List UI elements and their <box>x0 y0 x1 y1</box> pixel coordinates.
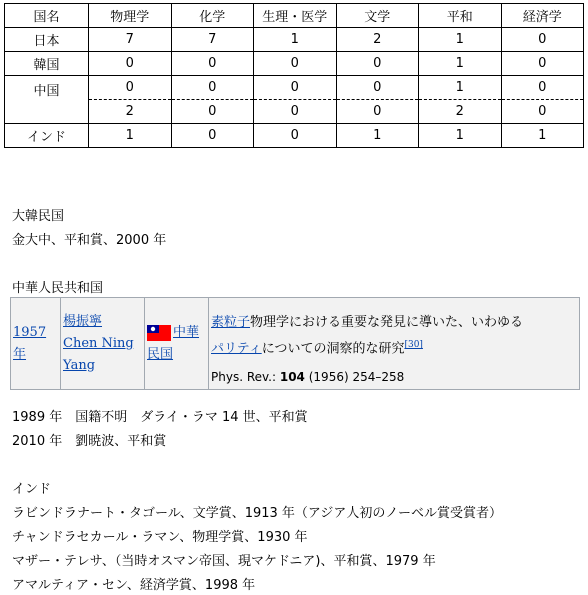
china-laureate-line: 1989 年 国籍不明 ダライ・ラマ 14 世、平和賞 <box>12 410 308 425</box>
description-text-2: についての洞察的な研究 <box>261 341 405 357</box>
count-cell: 0 <box>501 28 584 52</box>
laureate-name-link[interactable]: 楊振寧 <box>63 313 103 329</box>
count-cell: 0 <box>254 100 337 124</box>
journal-reference <box>211 368 577 386</box>
journal-name: Phys. Rev.: <box>211 370 280 385</box>
country-cell: 韓国 <box>5 52 89 76</box>
parity-link[interactable]: パリティ <box>211 341 262 357</box>
count-cell: 0 <box>89 76 172 100</box>
count-cell: 0 <box>336 100 419 124</box>
count-cell: 2 <box>336 28 419 52</box>
laureate-latin-name-1[interactable]: Chen Ning <box>63 335 134 351</box>
count-cell: 0 <box>501 100 584 124</box>
india-laureate-line: マザー・テレサ、（当時オスマン帝国、現マケドニア)、平和賞、1979 年 <box>12 554 436 569</box>
year-cell <box>11 298 61 390</box>
header-peace: 平和 <box>419 4 502 28</box>
laureate-row <box>11 298 580 390</box>
korea-laureate-line: 金大中、平和賞、2000 年 <box>12 233 167 248</box>
count-cell: 1 <box>419 28 502 52</box>
count-cell: 1 <box>419 124 502 148</box>
count-cell: 0 <box>336 52 419 76</box>
table-row <box>5 52 584 76</box>
year-link[interactable]: 1957 <box>13 324 47 340</box>
count-cell: 2 <box>419 100 502 124</box>
header-medicine: 生理・医学 <box>254 4 337 28</box>
china-heading: 中華人民共和国 <box>12 281 104 296</box>
journal-volume: 104 <box>279 370 305 385</box>
nobel-count-table <box>4 3 584 148</box>
description-text-1: 物理学における重要な発見に導いた、いわゆる <box>250 315 524 330</box>
count-cell: 0 <box>89 52 172 76</box>
country-link-1[interactable]: 中華 <box>173 325 200 340</box>
india-laureate-line: チャンドラセカール・ラマン、物理学賞、1930 年 <box>12 530 308 545</box>
count-cell: 1 <box>419 76 502 100</box>
header-physics: 物理学 <box>89 4 172 28</box>
citation-link[interactable]: [30] <box>404 340 423 350</box>
roc-flag-icon <box>147 325 171 341</box>
count-cell: 0 <box>501 52 584 76</box>
count-cell: 1 <box>89 124 172 148</box>
header-country: 国名 <box>5 4 89 28</box>
count-cell: 1 <box>419 52 502 76</box>
count-cell: 0 <box>254 76 337 100</box>
header-economics: 経済学 <box>501 4 584 28</box>
count-cell: 0 <box>171 52 254 76</box>
header-literature: 文学 <box>336 4 419 28</box>
count-cell: 1 <box>336 124 419 148</box>
year-link-suffix[interactable]: 年 <box>13 346 27 362</box>
korea-heading: 大韓民国 <box>12 209 65 224</box>
country-cell: インド <box>5 124 89 148</box>
laureate-entry-table <box>10 297 580 390</box>
count-cell: 2 <box>89 100 172 124</box>
count-cell: 1 <box>501 124 584 148</box>
india-heading: インド <box>12 482 52 497</box>
count-cell: 0 <box>254 52 337 76</box>
count-cell: 0 <box>171 76 254 100</box>
country-cell <box>145 298 209 390</box>
india-laureate-line: ラビンドラナート・タゴール、文学賞、1913 年（アジア人初のノーベル賞受賞者） <box>12 506 503 521</box>
table-row <box>5 124 584 148</box>
count-cell: 7 <box>89 28 172 52</box>
table-row <box>5 28 584 52</box>
count-cell: 7 <box>171 28 254 52</box>
table-row <box>5 76 584 100</box>
india-laureate-line: アマルティア・セン、経済学賞、1998 年 <box>12 578 256 593</box>
particle-link[interactable]: 素粒子 <box>211 315 251 330</box>
journal-pages: (1956) 254–258 <box>304 370 405 385</box>
header-chemistry: 化学 <box>171 4 254 28</box>
description-cell <box>209 298 580 390</box>
count-cell: 0 <box>254 124 337 148</box>
country-link-2[interactable]: 民国 <box>147 347 174 362</box>
count-cell: 0 <box>171 124 254 148</box>
china-laureate-line: 2010 年 劉暁波、平和賞 <box>12 434 167 449</box>
country-cell: 日本 <box>5 28 89 52</box>
count-cell: 0 <box>501 76 584 100</box>
table-header-row <box>5 4 584 28</box>
count-cell: 0 <box>171 100 254 124</box>
laureate-latin-name-2[interactable]: Yang <box>63 357 96 373</box>
count-cell: 1 <box>254 28 337 52</box>
country-cell: 中国 <box>5 76 89 124</box>
table-row <box>5 100 584 124</box>
count-cell: 0 <box>336 76 419 100</box>
name-cell <box>61 298 145 390</box>
